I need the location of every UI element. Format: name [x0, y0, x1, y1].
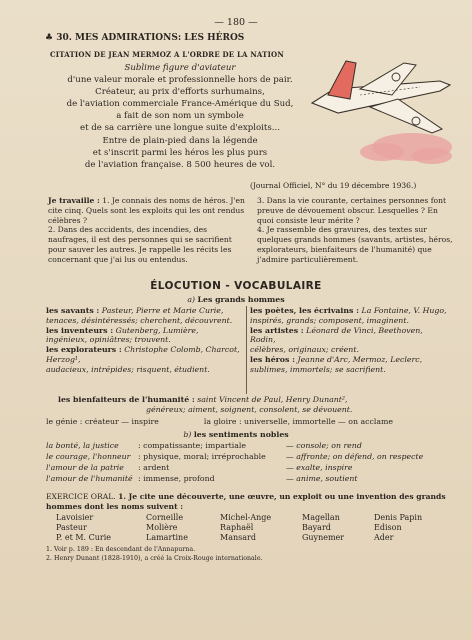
vocab-line: inspirés, grands; composent, imaginent.	[250, 315, 409, 325]
vocab-line: les inventeurs : Gutenberg, Lumière,	[46, 325, 199, 335]
column-divider	[246, 306, 247, 394]
citation-source: (Journal Officiel, N° du 19 décembre 1936.)	[250, 181, 417, 190]
exercise-item-4: 4. Je rassemble des gravures, des textes sur quelques grands hommes (savants, artistes, héros, explorateurs, bienfaiteurs de l'humanité) que j'admire particulièrement.	[257, 225, 453, 264]
lesson-subtitle: CITATION DE JEAN MERMOZ A L'ORDRE DE LA NATION	[50, 50, 284, 59]
exercise-left	[48, 196, 246, 265]
vocab-line: les explorateurs : Christophe Colomb, Charcot, Herzog¹,	[46, 345, 240, 364]
poem-line: Entre de plain-pied dans la légende	[102, 135, 258, 146]
sentiment-row: l'amour de l'humanité : immense, profond — anime, soutient	[46, 474, 358, 483]
gloire-text: la gloire : universelle, immortelle — on acclame	[203, 417, 394, 426]
poem-line: de l'aviation française. 8 500 heures de vol.	[84, 159, 276, 170]
sentiment-row: la bonté, la justice : compatissante; impartiale — console; on rend	[46, 441, 362, 450]
vocab-line: ingénieux, opiniâtres; trouvent.	[46, 335, 171, 345]
sentiment-row: l'amour de la patrie : ardent — exalte, inspire	[46, 463, 353, 472]
names-column: Michel-Ange Raphaël Mansard	[220, 513, 272, 542]
vocab-line: tenaces, désintéressés; cherchent, découvrent.	[46, 315, 233, 325]
vocab-column-left	[46, 306, 242, 375]
vocab-line: les poètes, les écrivains : La Fontaine, V. Hugo,	[250, 306, 447, 315]
poem-line: d'une valeur morale et professionnelle hors de pair.	[67, 75, 293, 86]
vocab-line: célèbres, originaux; créent.	[250, 345, 359, 355]
sentiment-row: le courage, l'honneur : physique, moral; irréprochable — affronte; on défend, on respecte	[46, 452, 424, 461]
vocab-line: audacieux, intrépides; risquent, étudient.	[46, 364, 210, 374]
vocab-line: les artistes : Léonard de Vinci, Beethoven, Rodin,	[250, 325, 423, 345]
bienfaiteurs-line: les bienfaiteurs de l'humanité : saint Vincent de Paul, Henry Dunant², généreux; aiment, soignent, consolent, se dévouent.	[58, 395, 353, 414]
exercise-item-1: 1. Je connais des noms de héros. J'en cite cinq. Quels sont les exploits qui les ont rendus célèbres ?	[48, 196, 245, 225]
subsection-a: a) Les grands hommes	[187, 295, 285, 304]
lesson-title: ♣ 30. MES ADMIRATIONS: LES HÉROS	[45, 33, 245, 43]
section-title: ÉLOCUTION - VOCABULAIRE	[150, 280, 322, 292]
poem-line: a fait de son nom un symbole	[116, 111, 244, 122]
exercise-right	[257, 196, 455, 265]
names-column: Denis Papin Edison Ader	[374, 513, 423, 542]
footnotes	[46, 545, 263, 563]
exercise-item-2: 2. Dans des accidents, des incendies, des naufrages, il est des personnes qui se sacrifient pour sauver les autres. Je rappelle les récits les concernant que j'ai lus ou entendus.	[48, 225, 232, 264]
vocab-line: sublimes, immortels; se sacrifient.	[250, 364, 386, 374]
exercise-title: Je travaille :	[48, 196, 100, 205]
citation-poem	[40, 62, 320, 171]
poem-line: et de sa carrière une longue suite d'exploits...	[80, 123, 280, 134]
poem-line: Sublime figure d'aviateur	[124, 63, 236, 73]
page-number: — 180 —	[214, 17, 258, 28]
cloud-shape	[412, 148, 452, 164]
names-column: Magellan Bayard Guynemer	[302, 513, 345, 542]
genie-gloire-line	[46, 417, 456, 427]
cloud-shape	[360, 143, 404, 161]
vocab-line: les héros : Jeanne d'Arc, Mermoz, Leclerc,	[250, 354, 423, 364]
footnote: 1. Voir p. 189 : En descendant de l'Annapurna.	[46, 546, 196, 553]
names-column: Lavoisier Pasteur P. et M. Curie	[56, 513, 112, 542]
poem-line: de l'aviation commerciale France-Amérique du Sud,	[66, 99, 294, 110]
subsection-b: b) les sentiments nobles	[183, 430, 289, 439]
exercise-item-3: 3. Dans la vie courante, certaines personnes font preuve de dévouement obscur. Lesquelles ? En quoi consiste leur mérite ?	[257, 196, 447, 225]
footnote: 2. Henry Dunant (1828-1910), a créé la Croix-Rouge internationale.	[46, 555, 263, 562]
plane-wing-bottom	[370, 99, 442, 133]
airplane-illustration	[300, 55, 460, 175]
poem-line: et s'inscrit parmi les héros les plus purs	[92, 147, 268, 158]
poem-line: Créateur, au prix d'efforts surhumains,	[95, 87, 265, 98]
vocab-column-right	[250, 306, 450, 375]
oral-exercise: EXERCICE ORAL. 1. Je cite une découverte, une œuvre, un exploit ou une invention des grands hommes dont les noms suivent :	[46, 492, 446, 511]
vocab-line: les savants : Pasteur, Pierre et Marie Curie,	[46, 306, 224, 315]
genie-text: le génie : créateur — inspire	[46, 417, 159, 426]
names-column: Corneille Molière Lamartine	[146, 513, 188, 542]
